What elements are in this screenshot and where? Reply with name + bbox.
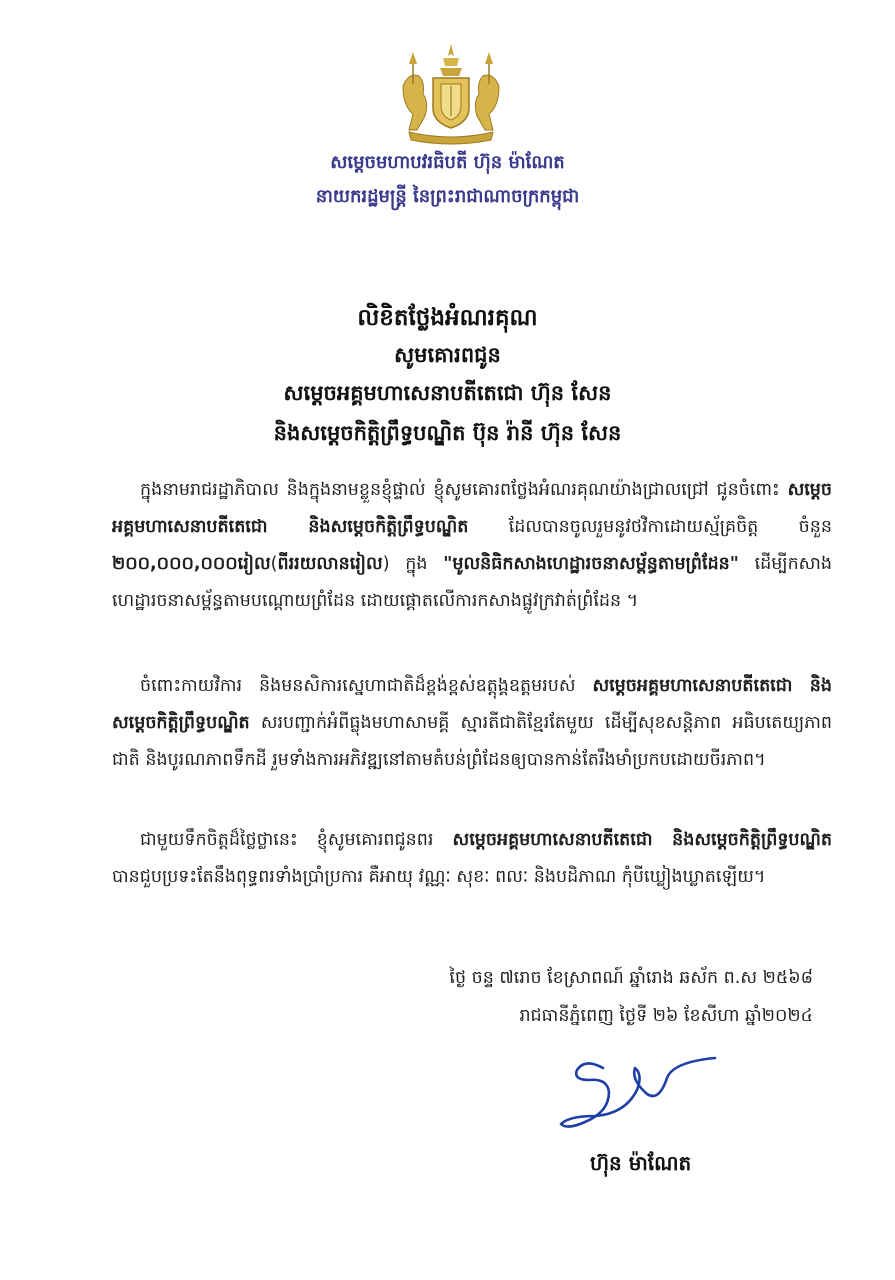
paragraph-1-text-c: ( xyxy=(270,554,278,574)
paragraph-1-text-a: ក្នុងនាមរាជរដ្ឋាភិបាល និងក្នុងនាមខ្លួនខ្ញុំផ្ទាល់ ខ្ញុំសូមគោរពថ្លែងអំណរគុណយ៉ាងជ្រាលជ្រៅ ជូនចំពោះ xyxy=(140,480,788,500)
handwritten-signature xyxy=(555,1050,720,1135)
lunar-date: ថ្ងៃ ចន្ទ ៧រោច ខែស្រាពណ៍ ឆ្នាំរោង ឆស័ក ព.ស ២៥៦៨ xyxy=(449,968,813,988)
paragraph-2-text-b: សរបញ្ជាក់អំពីធ្លុងមហាសាមគ្គី ស្មារតីជាតិខ្មែរតែមួយ ដើម្បីសុខសន្តិភាព អធិបតេយ្យភាពជាតិ និងបូរណភាពទឹកដី រួមទាំងការអភិវឌ្ឍនៅតាមតំបន់ព្រំដែនឲ្យបានកាន់តែរឹងមាំប្រកបដោយចីរភាព។ xyxy=(112,713,832,770)
paragraph-2-bold-a: សម្ដេចអគ្គមហាសេនាបតីតេជោ និងសម្ដេចកិត្តិព្រឹទ្ធបណ្ឌិត xyxy=(112,676,833,733)
paragraph-3-text-b: បានជួបប្រទះតែនឹងពុទ្ធពរទាំងប្រាំប្រការ គឺអាយុ វណ្ណៈ សុខៈ ពលៈ និងបដិភាណ កុំបីឃ្លៀងឃ្លាតឡើយ។ xyxy=(112,867,766,887)
fund-name: "មូលនិធិកសាងហេដ្ឋារចនាសម្ព័ន្ធតាមព្រំដែន" xyxy=(443,554,739,574)
letter-salutation: សូមគោរពជូន xyxy=(394,343,501,367)
recipient-line-1: សម្ដេចអគ្គមហាសេនាបតីតេជោ ហ៊ុន សែន xyxy=(283,381,612,405)
donation-amount: ២០០,០០០,០០០រៀល xyxy=(112,554,271,574)
letter-title: លិខិតថ្លែងអំណរគុណ xyxy=(357,305,538,331)
paragraph-2-text-a: ចំពោះកាយវិការ និងមនសិការស្នេហាជាតិដ៏ខ្ពង់ខ្ពស់ឧត្តុង្គឧត្ដមរបស់ xyxy=(140,676,593,696)
paragraph-2 xyxy=(112,668,832,779)
royal-coat-of-arms-emblem xyxy=(395,42,507,146)
paragraph-1-text-d: ) ក្នុង xyxy=(382,554,444,574)
paragraph-1-text-b: ដែលបានចូលរួមនូវថវិកាដោយស្ម័គ្រចិត្ត ចំនួន xyxy=(468,517,832,537)
paragraph-3-bold-a: សម្ដេចអគ្គមហាសេនាបតីតេជោ និងសម្ដេចកិត្តិព្រឹទ្ធបណ្ឌិត xyxy=(452,830,833,850)
solar-date-place: រាជធានីភ្នំពេញ ថ្ងៃទី ២៦ ខែសីហា ឆ្នាំ២០២៤ xyxy=(519,1006,813,1026)
paragraph-3-text-a: ជាមួយទឹកចិត្តដ៏ថ្លៃថ្លានេះ ខ្ញុំសូមគោរពជូនពរ xyxy=(140,830,453,850)
header-title-line2: នាយករដ្ឋមន្ត្រី នៃព្រះរាជាណាចក្រកម្ពុជា xyxy=(315,186,580,207)
paragraph-1-bold-a: សម្ដេចអគ្គមហាសេនាបតីតេជោ និងសម្ដេចកិត្តិព្រឹទ្ធបណ្ឌិត xyxy=(112,480,832,537)
recipient-line-2: និងសម្ដេចកិត្តិព្រឹទ្ធបណ្ឌិត ប៊ុន រ៉ានី ហ៊ុន សែន xyxy=(273,421,622,445)
paragraph-3 xyxy=(112,822,832,896)
donation-amount-words: ពីររយលានរៀល xyxy=(277,554,383,574)
paragraph-1-text-e: ដើម្បីកសាងហេដ្ឋារចនាសម្ព័ន្ធតាមបណ្ដោយព្រំដែន ដោយផ្ដោតលើការកសាងផ្លូវក្រវាត់ព្រំដែន ។ xyxy=(112,554,833,611)
paragraph-1 xyxy=(112,472,832,620)
header-title-line1: សម្ដេចមហាបវរធិបតី ហ៊ុន ម៉ាណែត xyxy=(330,152,565,173)
signer-name: ហ៊ុន ម៉ាណែត xyxy=(590,1151,692,1175)
